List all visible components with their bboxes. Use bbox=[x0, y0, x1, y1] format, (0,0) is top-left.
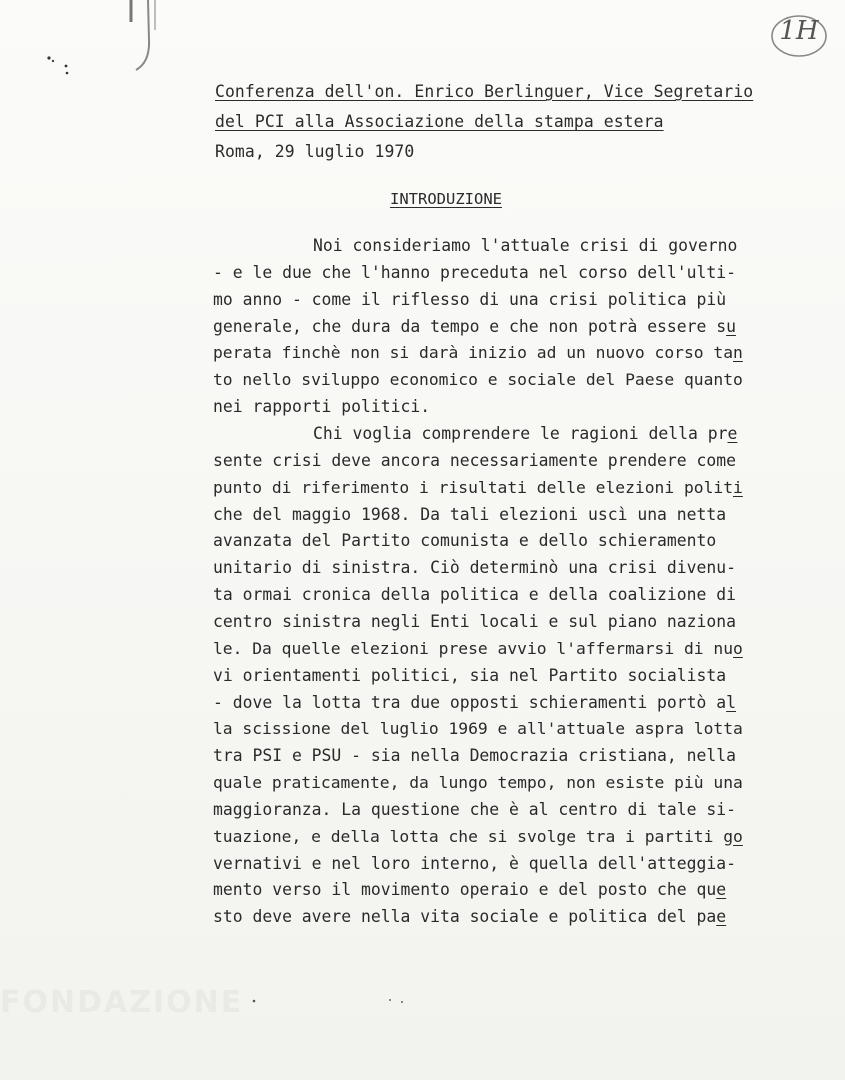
body-line bbox=[213, 773, 743, 792]
body-line-text: - dove la lotta tra due opposti schieramenti portò a bbox=[213, 692, 727, 712]
body-line-text: unitario di sinistra. Ciò determinò una crisi divenu- bbox=[213, 558, 737, 578]
body-line-text: vi orientamenti politici, sia nel Partito socialista bbox=[213, 665, 727, 685]
body-line-text: nei rapporti politici. bbox=[213, 397, 431, 417]
body-line bbox=[213, 370, 743, 389]
header-line-2: del PCI alla Associazione della stampa estera bbox=[215, 112, 664, 131]
body-line bbox=[213, 827, 743, 846]
body-line-text: le. Da quelle elezioni prese avvio l'affermarsi di nu bbox=[213, 638, 734, 658]
archive-number: 1H bbox=[779, 16, 819, 46]
body-line bbox=[213, 290, 743, 309]
body-line bbox=[213, 531, 743, 550]
body-line-text: sto deve avere nella vita sociale e politica del pa bbox=[213, 907, 717, 927]
body-line bbox=[213, 505, 743, 524]
body-line-text: generale, che dura da tempo e che non potrà essere s bbox=[213, 316, 727, 336]
hyphen-underline-char: e bbox=[716, 907, 727, 927]
hyphen-underline-char: e bbox=[727, 424, 738, 443]
staple-mark bbox=[128, 0, 162, 74]
paper-specks bbox=[44, 52, 74, 80]
body-line bbox=[213, 263, 743, 282]
body-line-text: perata finchè non si darà inizio ad un nuovo corso ta bbox=[213, 343, 734, 363]
body-line-text: punto di riferimento i risultati delle elezioni polit bbox=[213, 477, 734, 497]
body-line-text: - e le due che l'hanno preceduta nel corso dell'ulti- bbox=[213, 262, 737, 282]
body-line-text: tra PSI e PSU - sia nella Democrazia cristiana, nella bbox=[213, 746, 737, 766]
hyphen-underline-char: u bbox=[726, 316, 737, 336]
hyphen-underline-char: l bbox=[726, 692, 737, 712]
hyphen-underline-char: o bbox=[733, 638, 743, 658]
body-line-text: Noi consideriamo l'attuale crisi di governo bbox=[313, 236, 738, 255]
body-line bbox=[213, 451, 743, 470]
body-line-text: la scissione del luglio 1969 e all'attuale aspra lotta bbox=[213, 719, 743, 739]
hyphen-underline-char: e bbox=[716, 880, 727, 900]
hyphen-underline-char: i bbox=[733, 477, 743, 497]
body-line bbox=[313, 236, 743, 255]
hyphen-underline-char: o bbox=[733, 826, 743, 846]
body-line bbox=[213, 478, 743, 497]
body-line bbox=[213, 746, 743, 765]
body-line bbox=[213, 397, 743, 416]
body-line bbox=[213, 558, 743, 577]
archive-number-stamp bbox=[770, 12, 828, 60]
body-line bbox=[213, 343, 743, 362]
body-line-text: tuazione, e della lotta che si svolge tra i partiti g bbox=[213, 826, 734, 846]
body-line-text: to nello sviluppo economico e sociale del Paese quanto bbox=[213, 370, 743, 390]
header-line-3: Roma, 29 luglio 1970 bbox=[215, 142, 415, 161]
hyphen-underline-char: n bbox=[733, 343, 743, 363]
body-line-text: sente crisi deve ancora necessariamente prendere come bbox=[213, 450, 737, 470]
body-line bbox=[313, 424, 743, 443]
body-line bbox=[213, 880, 743, 899]
body-line-text: Chi voglia comprendere le ragioni della pr bbox=[313, 424, 728, 443]
body-line-text: avanzata del Partito comunista e dello schieramento bbox=[213, 531, 717, 551]
body-line-text: vernativi e nel loro interno, è quella dell'atteggia- bbox=[213, 853, 737, 873]
body-line-text: centro sinistra negli Enti locali e sul piano naziona bbox=[213, 611, 737, 631]
body-line-text: mo anno - come il riflesso di una crisi politica più bbox=[213, 289, 727, 309]
body-line-text: che del maggio 1968. Da tali elezioni uscì una netta bbox=[213, 504, 727, 524]
body-line bbox=[213, 585, 743, 604]
body-line bbox=[213, 612, 743, 631]
header-line-1: Conferenza dell'on. Enrico Berlinguer, Vice Segretario bbox=[215, 82, 754, 101]
body-line bbox=[213, 719, 743, 738]
body-line-text: maggioranza. La questione che è al centro di tale si- bbox=[213, 799, 737, 819]
body-line-text: ta ormai cronica della politica e della coalizione di bbox=[213, 585, 737, 604]
body-line bbox=[213, 800, 743, 819]
body-line bbox=[213, 907, 743, 926]
body-line bbox=[213, 317, 743, 336]
body-line-text: quale praticamente, da lungo tempo, non esiste più una bbox=[213, 773, 743, 792]
section-title: INTRODUZIONE bbox=[390, 190, 502, 208]
body-line bbox=[213, 693, 743, 712]
body-line bbox=[213, 854, 743, 873]
body-line bbox=[213, 639, 743, 658]
body-line bbox=[213, 666, 743, 685]
body-line-text: mento verso il movimento operaio e del posto che qu bbox=[213, 880, 717, 900]
footer-specks bbox=[250, 996, 410, 1006]
archive-watermark: FONDAZIONE bbox=[0, 985, 244, 1020]
